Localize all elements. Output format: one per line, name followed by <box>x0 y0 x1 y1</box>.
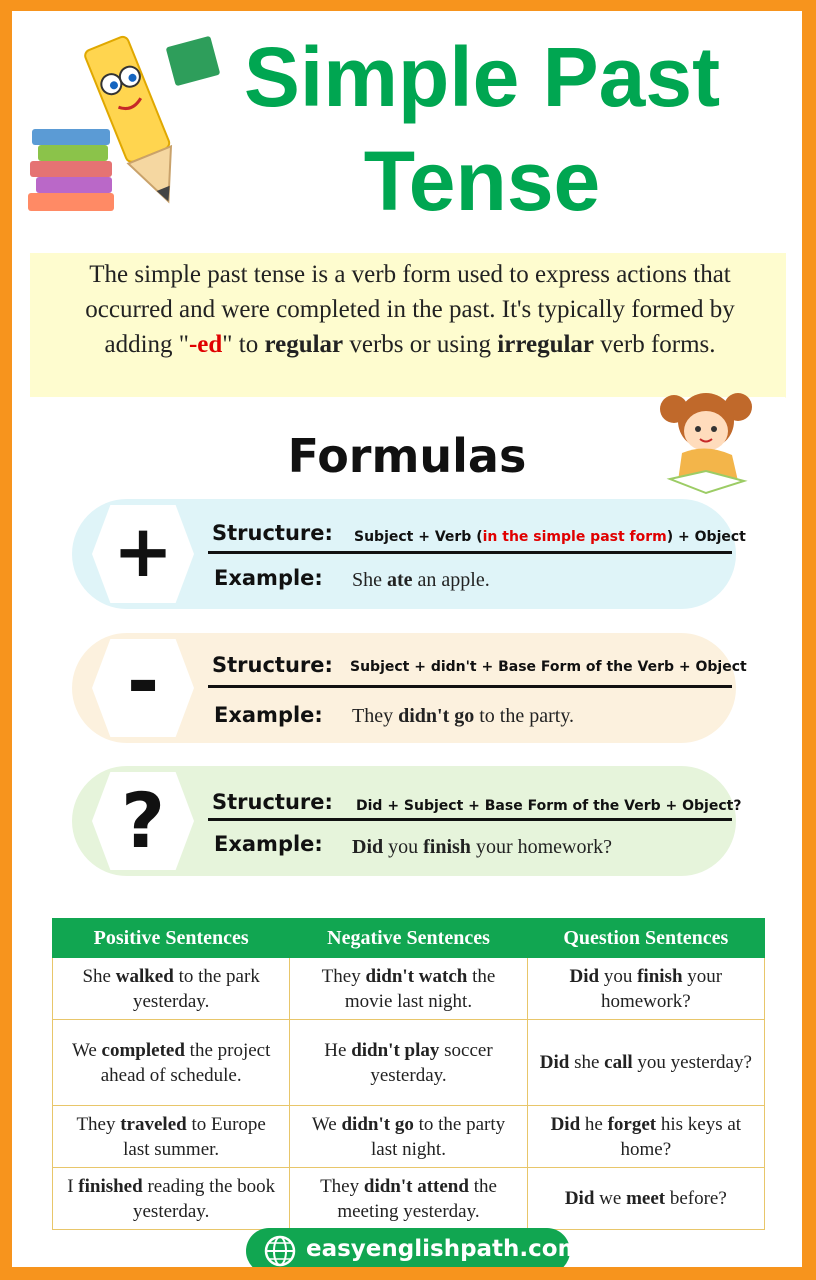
formula-question <box>72 766 742 876</box>
divider-line <box>208 818 732 821</box>
title-line-1: Simple Past <box>243 30 721 124</box>
example-text: She ate an apple. <box>352 569 490 591</box>
footer-badge[interactable] <box>246 1228 582 1267</box>
intro-text: The simple past tense is a verb form used to express actions that occurred and were completed in the past. It's typically formed by adding "-ed" to regular verbs or using irregular verb forms. <box>85 261 735 358</box>
table-cell: She walked to the park yesterday. <box>53 958 290 1020</box>
structure-label: Structure: <box>212 521 333 545</box>
table-cell: They didn't attend the meeting yesterday. <box>290 1168 527 1230</box>
table-cell: I finished reading the book yesterday. <box>53 1168 290 1230</box>
table-cell: We completed the project ahead of schedule. <box>53 1020 290 1106</box>
structure-label: Structure: <box>212 790 333 814</box>
table-cell: He didn't play soccer yesterday. <box>290 1020 527 1106</box>
structure-label: Structure: <box>212 653 333 677</box>
regular-word: regular <box>264 331 344 358</box>
header-question: Question Sentences <box>527 919 764 958</box>
formulas-heading: Formulas <box>287 429 527 483</box>
table-row <box>53 1168 765 1230</box>
ed-suffix: -ed <box>188 331 223 358</box>
formula-negative <box>72 633 747 743</box>
examples-table <box>52 918 765 1230</box>
table-cell: Did we meet before? <box>527 1168 764 1230</box>
example-label: Example: <box>214 703 323 727</box>
irregular-word: irregular <box>497 331 595 358</box>
example-label: Example: <box>214 566 323 590</box>
example-label: Example: <box>214 832 323 856</box>
infographic-page <box>12 11 802 1267</box>
plus-icon: + <box>112 509 174 593</box>
globe-icon <box>262 1234 298 1267</box>
table-cell: Did he forget his keys at home? <box>527 1106 764 1168</box>
table-cell: Did she call you yesterday? <box>527 1020 764 1106</box>
divider-line <box>208 685 732 688</box>
structure-text: Subject + didn't + Base Form of the Verb + Object <box>350 659 747 675</box>
table-row <box>53 1020 765 1106</box>
question-mark-icon: ? <box>120 776 166 865</box>
table-row <box>53 1106 765 1168</box>
structure-text: Did + Subject + Base Form of the Verb + Object? <box>356 798 742 814</box>
example-text: Did you finish your homework? <box>352 836 613 858</box>
table-header-row <box>53 919 765 958</box>
header-negative: Negative Sentences <box>290 919 527 958</box>
structure-text: Subject + Verb (in the simple past form) + Object <box>354 529 746 545</box>
table-cell: They traveled to Europe last summer. <box>53 1106 290 1168</box>
header-positive: Positive Sentences <box>53 919 290 958</box>
table-cell: We didn't go to the party last night. <box>290 1106 527 1168</box>
table-cell: They didn't watch the movie last night. <box>290 958 527 1020</box>
table-cell: Did you finish your homework? <box>527 958 764 1020</box>
minus-icon: - <box>126 637 160 727</box>
formula-positive <box>72 499 746 609</box>
table-row <box>53 958 765 1020</box>
divider-line <box>208 551 732 554</box>
speech-bubble-tail <box>760 372 786 398</box>
intro-box <box>30 253 786 397</box>
example-text: They didn't go to the party. <box>352 705 575 727</box>
title-line-2: Tense <box>363 134 601 228</box>
footer-site-link[interactable]: easyenglishpath.com <box>306 1236 582 1262</box>
